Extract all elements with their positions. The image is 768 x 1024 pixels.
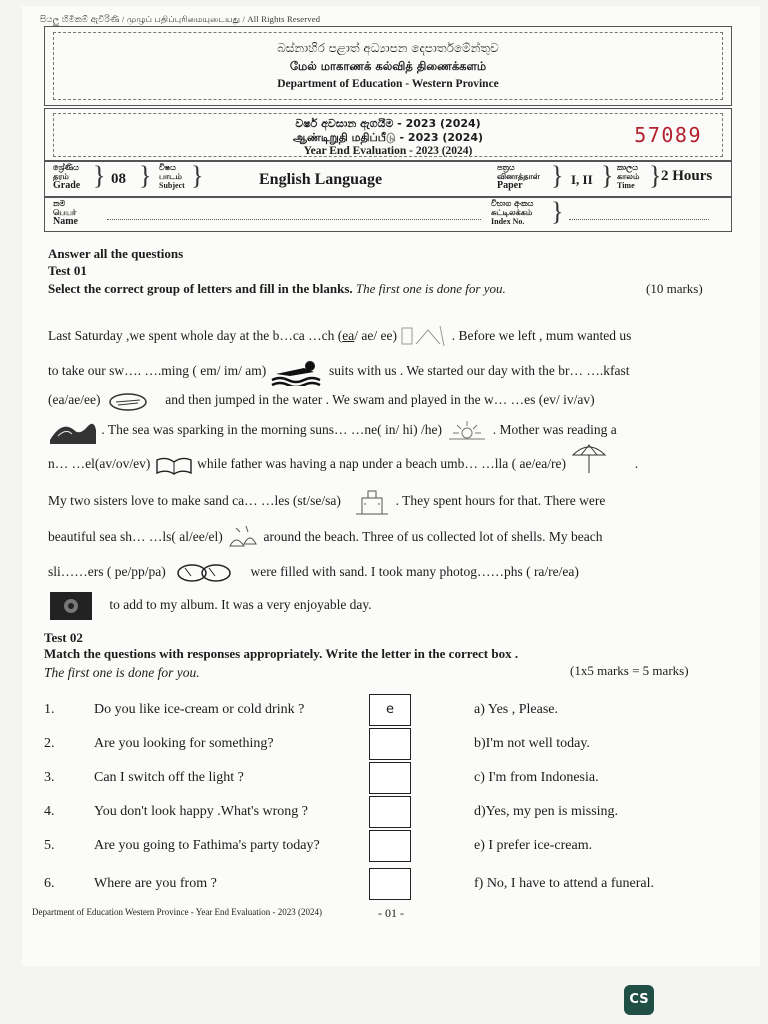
eval-tamil: ஆண்டிறுதி மதிப்பீடு - 2023 (2024) — [292, 131, 484, 144]
answer-box[interactable] — [369, 796, 411, 828]
answer-box[interactable] — [369, 728, 411, 760]
passage-line-1: Last Saturday ,we spent whole day at the b…ca …ch (ea/ ae/ ee) . Before we left , mum wanted us — [48, 324, 631, 350]
question-text: Do you like ice-cream or cold drink ? — [94, 702, 305, 717]
test2-marks: (1x5 marks = 5 marks) — [570, 663, 689, 678]
eval-sinhala: වර්ෂ අවසාන ඇගයීම - 2023 (2024) — [295, 117, 481, 130]
match-row-5 — [44, 830, 734, 864]
match-row-4 — [44, 796, 734, 830]
question-text: Are you looking for something? — [94, 736, 274, 751]
response-text: f) No, I have to attend a funeral. — [474, 876, 654, 891]
passage-line-8: sli……ers ( pe/pp/pa) were filled with sand. I took many photog……phs ( ra/re/ea) — [48, 560, 579, 586]
subject-value: English Language — [259, 171, 383, 188]
page-number: - 01 - — [378, 906, 404, 920]
question-number: 3. — [44, 770, 55, 785]
brace: } — [191, 161, 204, 190]
name-label: නම பெயர் Name — [53, 199, 78, 227]
passage-line-7: beautiful sea sh… …ls( al/ee/el) around the beach. Three of us collected lot of shells. My beach — [48, 524, 602, 552]
answer-box[interactable]: e — [369, 694, 411, 726]
brace: } — [649, 161, 662, 190]
index-label: විභාග අංකය சுட்டிலக்கம் Index No. — [491, 199, 534, 226]
paper-code: 57089 — [634, 123, 702, 147]
index-field[interactable] — [569, 219, 709, 220]
wave-icon — [48, 416, 98, 446]
grade-label: ශ්‍රේණිය தரம் Grade — [53, 163, 81, 191]
response-text: b)I'm not well today. — [474, 736, 590, 751]
instructions-all: Answer all the questions — [48, 246, 184, 261]
camscanner-logo: CS — [624, 985, 654, 1015]
department-header-inner — [53, 32, 723, 100]
answer-box[interactable] — [369, 762, 411, 794]
match-row-1 — [44, 694, 734, 728]
umbrella-icon — [569, 441, 609, 475]
camera-photo-icon — [48, 590, 94, 622]
answer-box[interactable] — [369, 830, 411, 862]
department-header — [44, 26, 732, 106]
passage-line-2: to take our sw…. ….ming ( em/ im/ am) suits with us . We started our day with the br… ….kfast — [48, 358, 629, 386]
question-number: 4. — [44, 804, 55, 819]
subject-label: විෂය பாடம் Subject — [159, 163, 185, 190]
swimmer-icon — [270, 358, 326, 386]
test2-instruction: Match the questions with responses appropriately. Write the letter in the correct box . — [44, 646, 519, 661]
info-row-name-index — [44, 196, 732, 232]
info-row-grade-subject — [44, 160, 732, 198]
question-number: 5. — [44, 838, 55, 853]
seashells-icon — [226, 524, 260, 552]
beach-picture-icon — [400, 324, 448, 350]
test1-instruction: Select the correct group of letters and fill in the blanks. The first one is done for you. — [48, 281, 506, 296]
passage-line-5: n… …el(av/ov/ev) while father was having a nap under a beach umb… …lla ( ae/ea/re) . — [48, 454, 638, 476]
paper-label: පත්‍රය வினாத்தாள் Paper — [497, 163, 540, 191]
brace: } — [601, 161, 614, 190]
match-row-6 — [44, 868, 734, 902]
match-row-3 — [44, 762, 734, 796]
paper-value: I, II — [571, 172, 593, 187]
question-number: 6. — [44, 876, 55, 891]
name-field[interactable] — [107, 219, 481, 220]
slippers-icon — [175, 560, 233, 586]
question-text: Are you going to Fathima's party today? — [94, 838, 320, 853]
footer-text: Department of Education Western Province - Year End Evaluation - 2023 (2024) — [32, 907, 323, 917]
response-text: a) Yes , Please. — [474, 702, 558, 717]
passage-line-3: (ea/ae/ee) and then jumped in the water . We swam and played in the w… …es (ev/ iv/av) — [48, 390, 595, 412]
brace: } — [93, 161, 106, 190]
question-number: 2. — [44, 736, 55, 751]
rights-text: සියලු හිමිකම් ඇවිරිණි / முழுப் பதிப்புரிமையுடையது / All Rights Reserved — [40, 14, 321, 24]
test1-title: Test 01 — [48, 263, 87, 278]
dept-english: Department of Education - Western Province — [277, 78, 499, 90]
question-number: 1. — [44, 702, 55, 717]
sandcastle-icon — [352, 488, 392, 516]
question-text: Can I switch off the light ? — [94, 770, 244, 785]
sunshine-icon — [445, 419, 489, 443]
response-text: d)Yes, my pen is missing. — [474, 804, 619, 819]
answer-box[interactable] — [369, 868, 411, 900]
dept-tamil: மேல் மாகாணக் கல்வித் திணைக்களம் — [289, 59, 487, 73]
passage-line-9: to add to my album. It was a very enjoyable day. — [48, 590, 372, 622]
evaluation-header-inner — [53, 113, 723, 157]
book-icon — [154, 454, 194, 476]
brace: } — [551, 161, 564, 190]
question-text: Where are you from ? — [94, 876, 217, 891]
response-text: c) I'm from Indonesia. — [474, 770, 599, 785]
time-value: 2 Hours — [661, 168, 713, 184]
test1-passage — [48, 316, 720, 616]
match-row-2 — [44, 728, 734, 762]
test2-example-note: The first one is done for you. — [44, 665, 200, 680]
passage-line-4: . The sea was sparking in the morning suns… …ne( in/ hi) /he) . Mother was reading a — [48, 416, 617, 446]
evaluation-header — [44, 108, 732, 162]
time-label: කාලය காலம் Time — [617, 163, 640, 190]
test1-marks: (10 marks) — [646, 281, 703, 296]
dept-sinhala: බස්නාහිර පළාත් අධ්‍යාපන දෙපාර්තමේන්තුව — [277, 41, 499, 55]
passage-line-6: My two sisters love to make sand ca… …les (st/se/sa) . They spent hours for that. There were — [48, 488, 605, 516]
grade-value: 08 — [111, 171, 126, 187]
brace: } — [551, 197, 564, 226]
response-text: e) I prefer ice-cream. — [474, 838, 593, 853]
eval-english: Year End Evaluation - 2023 (2024) — [303, 145, 473, 157]
brace: } — [139, 161, 152, 190]
question-text: You don't look happy .What's wrong ? — [94, 804, 308, 819]
test2-title: Test 02 — [44, 630, 83, 645]
breakfast-plate-icon — [108, 390, 148, 412]
